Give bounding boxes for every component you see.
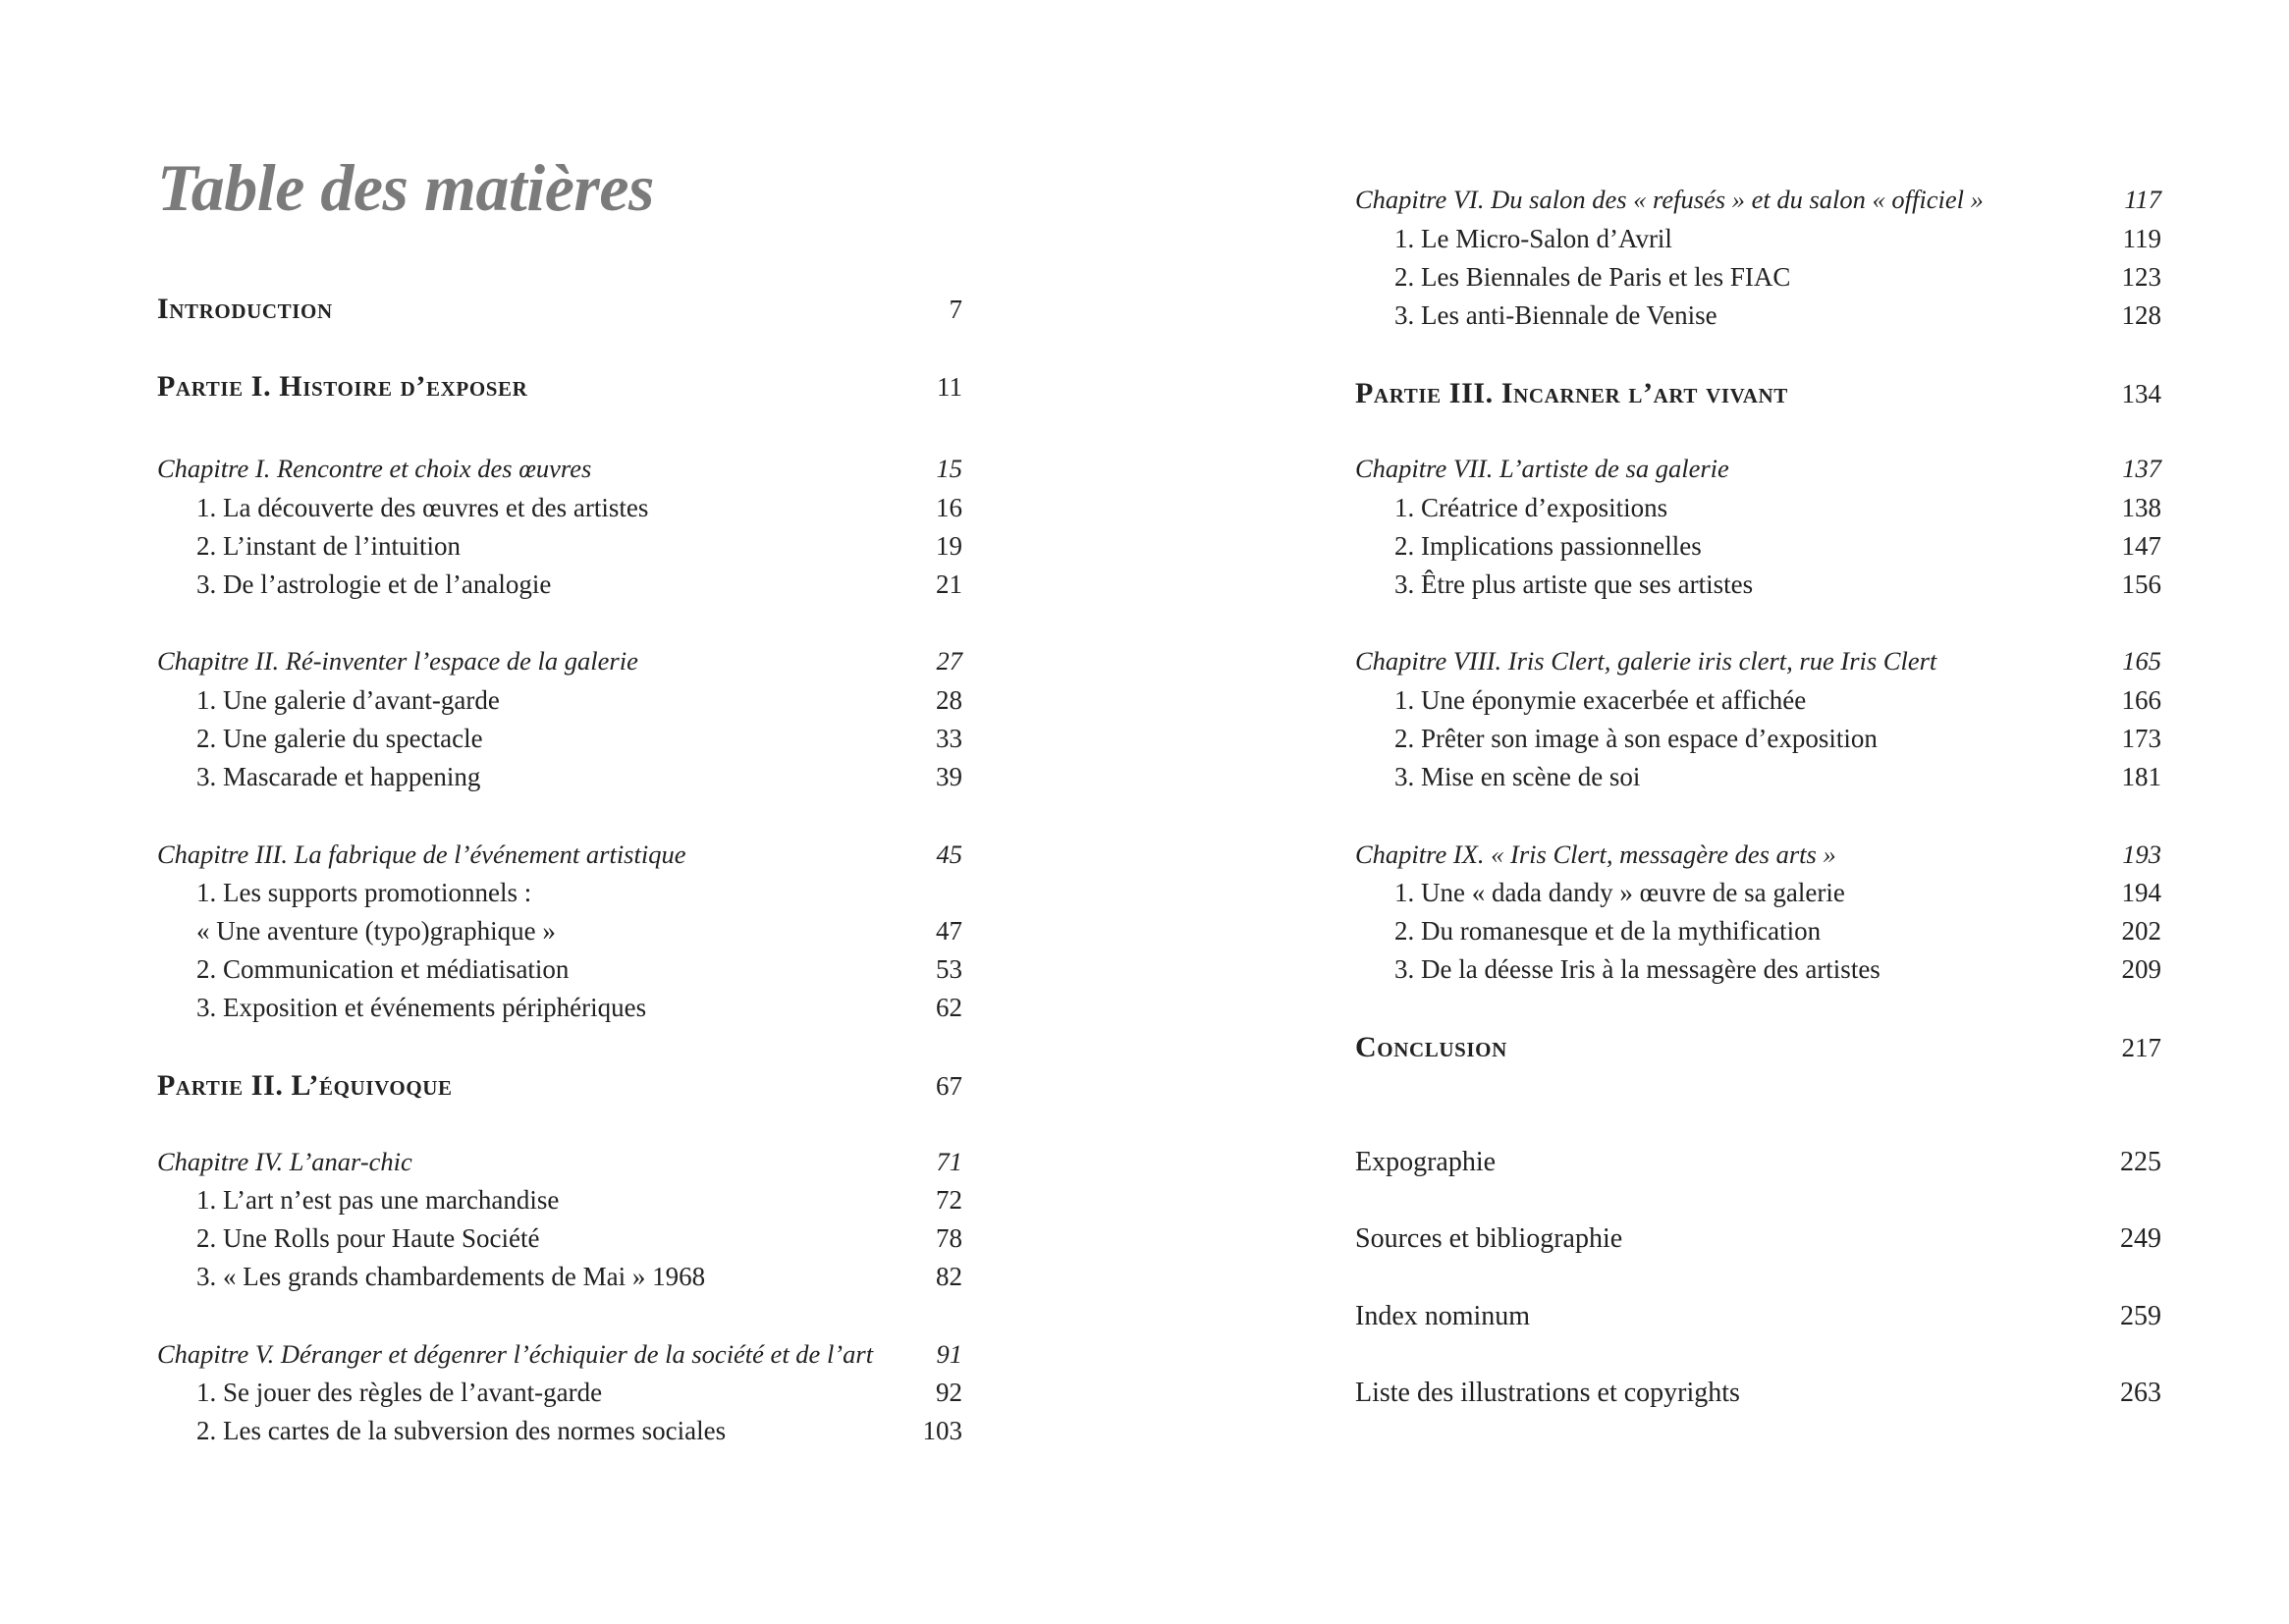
toc-entry-section[interactable] xyxy=(157,1185,962,1216)
toc-entry-section[interactable] xyxy=(1355,531,2161,562)
entry-label: 3. De la déesse Iris à la messagère des artistes xyxy=(1394,954,1880,984)
toc-entry-index-nominum[interactable] xyxy=(1355,1301,2161,1332)
toc-entry-chapter-7[interactable] xyxy=(1355,454,2161,484)
entry-label: Chapitre IV. L’anar-chic xyxy=(157,1147,412,1176)
toc-entry-section[interactable] xyxy=(157,993,962,1023)
toc-entry-section[interactable] xyxy=(157,878,962,908)
entry-label: 3. « Les grands chambardements de Mai » 1968 xyxy=(196,1262,706,1291)
toc-entry-section[interactable] xyxy=(1355,878,2161,908)
entry-page-number: 156 xyxy=(2121,569,2161,599)
entry-label: 2. Une galerie du spectacle xyxy=(196,724,483,753)
entry-page-number: 225 xyxy=(2120,1147,2161,1177)
toc-entry-chapter-9[interactable] xyxy=(1355,839,2161,870)
entry-label: Chapitre VI. Du salon des « refusés » et du salon « officiel » xyxy=(1355,185,1984,214)
entry-label: Chapitre V. Déranger et dégenrer l’échiquier de la société et de l’art xyxy=(157,1339,874,1369)
entry-label: 1. Une éponymie exacerbée et affichée xyxy=(1394,685,1807,715)
entry-page-number: 128 xyxy=(2121,300,2161,330)
entry-page-number: 119 xyxy=(2122,224,2161,253)
toc-entry-section[interactable] xyxy=(1355,300,2161,331)
entry-label: 1. Créatrice d’expositions xyxy=(1394,493,1668,522)
toc-entry-chapter-4[interactable] xyxy=(157,1147,962,1177)
entry-label: Chapitre VIII. Iris Clert, galerie iris clert, rue Iris Clert xyxy=(1355,646,1937,676)
entry-label: 1. L’art n’est pas une marchandise xyxy=(196,1185,560,1215)
entry-page-number: 209 xyxy=(2121,954,2161,984)
toc-entry-section[interactable] xyxy=(1355,916,2161,947)
entry-label: 1. Une galerie d’avant-garde xyxy=(196,685,500,715)
entry-page-number: 123 xyxy=(2121,262,2161,292)
toc-entry-section[interactable] xyxy=(157,724,962,754)
toc-entry-section[interactable] xyxy=(1355,262,2161,293)
entry-label: Introduction xyxy=(157,293,333,325)
entry-page-number: 45 xyxy=(936,839,962,869)
entry-label: 1. Se jouer des règles de l’avant-garde xyxy=(196,1378,603,1407)
entry-page-number: 166 xyxy=(2121,685,2161,715)
entry-page-number: 117 xyxy=(2124,185,2161,214)
toc-entry-sources-bibliographie[interactable] xyxy=(1355,1223,2161,1255)
entry-label: Chapitre II. Ré-inventer l’espace de la galerie xyxy=(157,646,638,676)
toc-entry-part-1[interactable] xyxy=(157,370,962,404)
entry-label: 1. Les supports promotionnels : xyxy=(196,878,532,907)
entry-label: 3. Mascarade et happening xyxy=(196,762,481,791)
entry-page-number: 103 xyxy=(922,1416,962,1445)
toc-entry-section[interactable] xyxy=(157,916,962,947)
toc-entry-section[interactable] xyxy=(157,531,962,562)
entry-page-number: 193 xyxy=(2122,839,2161,869)
entry-page-number: 28 xyxy=(936,685,962,715)
entry-label: Chapitre VII. L’artiste de sa galerie xyxy=(1355,454,1729,483)
entry-label: 3. Les anti-Biennale de Venise xyxy=(1394,300,1717,330)
entry-page-number: 72 xyxy=(936,1185,962,1215)
entry-page-number: 7 xyxy=(949,295,962,324)
entry-page-number: 181 xyxy=(2121,762,2161,791)
entry-page-number: 82 xyxy=(936,1262,962,1291)
entry-page-number: 263 xyxy=(2120,1378,2161,1408)
toc-entry-section[interactable] xyxy=(157,1416,962,1446)
toc-entry-chapter-6[interactable] xyxy=(1355,185,2161,215)
toc-entry-section[interactable] xyxy=(1355,954,2161,985)
entry-page-number: 15 xyxy=(936,454,962,483)
toc-entry-part-3[interactable] xyxy=(1355,377,2161,410)
toc-entry-section[interactable] xyxy=(1355,569,2161,600)
entry-label: Liste des illustrations et copyrights xyxy=(1355,1378,1740,1408)
toc-entry-section[interactable] xyxy=(157,1223,962,1254)
toc-entry-section[interactable] xyxy=(157,685,962,716)
toc-entry-conclusion[interactable] xyxy=(1355,1031,2161,1064)
entry-label: 1. La découverte des œuvres et des artistes xyxy=(196,493,649,522)
entry-page-number: 62 xyxy=(936,993,962,1022)
toc-entry-chapter-1[interactable] xyxy=(157,454,962,484)
entry-label: Conclusion xyxy=(1355,1031,1507,1063)
entry-label: Index nominum xyxy=(1355,1301,1531,1331)
entry-page-number: 71 xyxy=(936,1147,962,1176)
entry-page-number: 67 xyxy=(936,1071,962,1101)
entry-page-number: 147 xyxy=(2121,531,2161,561)
entry-label: 2. Prêter son image à son espace d’exposition xyxy=(1394,724,1878,753)
entry-page-number: 202 xyxy=(2121,916,2161,946)
toc-entry-part-2[interactable] xyxy=(157,1069,962,1103)
entry-page-number: 19 xyxy=(936,531,962,561)
entry-page-number: 21 xyxy=(936,569,962,599)
toc-entry-section[interactable] xyxy=(1355,493,2161,523)
page-title: Table des matières xyxy=(157,150,654,225)
toc-entry-introduction[interactable] xyxy=(157,293,962,326)
entry-label: 1. Le Micro-Salon d’Avril xyxy=(1394,224,1672,253)
entry-label: Chapitre III. La fabrique de l’événement artistique xyxy=(157,839,686,869)
toc-entry-section[interactable] xyxy=(157,954,962,985)
toc-entry-section[interactable] xyxy=(1355,762,2161,792)
toc-entry-illustrations-copyrights[interactable] xyxy=(1355,1378,2161,1409)
toc-entry-section[interactable] xyxy=(1355,724,2161,754)
entry-page-number: 11 xyxy=(937,372,962,402)
entry-page-number: 194 xyxy=(2121,878,2161,907)
entry-page-number: 138 xyxy=(2121,493,2161,522)
entry-page-number: 16 xyxy=(936,493,962,522)
entry-label: 3. Être plus artiste que ses artistes xyxy=(1394,569,1754,599)
entry-label: 2. Communication et médiatisation xyxy=(196,954,570,984)
entry-label: 2. L’instant de l’intuition xyxy=(196,531,461,561)
entry-label: Expographie xyxy=(1355,1147,1497,1177)
entry-label: 3. Mise en scène de soi xyxy=(1394,762,1641,791)
entry-label: 3. De l’astrologie et de l’analogie xyxy=(196,569,552,599)
entry-label: Chapitre I. Rencontre et choix des œuvres xyxy=(157,454,592,483)
entry-page-number: 165 xyxy=(2122,646,2161,676)
entry-page-number: 259 xyxy=(2120,1301,2161,1331)
entry-label: Partie III. Incarner l’art vivant xyxy=(1355,377,1788,409)
entry-label: 2. Les cartes de la subversion des normes sociales xyxy=(196,1416,727,1445)
toc-entry-chapter-3[interactable] xyxy=(157,839,962,870)
entry-page-number: 134 xyxy=(2121,379,2161,408)
entry-page-number: 137 xyxy=(2122,454,2161,483)
toc-entry-chapter-2[interactable] xyxy=(157,646,962,677)
entry-label: 3. Exposition et événements périphériques xyxy=(196,993,647,1022)
toc-entry-chapter-8[interactable] xyxy=(1355,646,2161,677)
entry-label: 2. Du romanesque et de la mythification xyxy=(1394,916,1822,946)
toc-entry-section[interactable] xyxy=(1355,224,2161,254)
entry-label: Partie I. Histoire d’exposer xyxy=(157,370,528,403)
toc-entry-section[interactable] xyxy=(157,1378,962,1408)
toc-entry-section[interactable] xyxy=(1355,685,2161,716)
entry-page-number: 217 xyxy=(2121,1033,2161,1062)
entry-page-number: 53 xyxy=(936,954,962,984)
entry-page-number: 39 xyxy=(936,762,962,791)
entry-page-number: 249 xyxy=(2120,1223,2161,1254)
toc-entry-chapter-5[interactable] xyxy=(157,1339,962,1370)
toc-entry-section[interactable] xyxy=(157,1262,962,1292)
toc-entry-expographie[interactable] xyxy=(1355,1147,2161,1178)
toc-entry-section[interactable] xyxy=(157,762,962,792)
toc-entry-section[interactable] xyxy=(157,569,962,600)
entry-label: 2. Implications passionnelles xyxy=(1394,531,1702,561)
entry-page-number: 27 xyxy=(936,646,962,676)
entry-page-number: 173 xyxy=(2121,724,2161,753)
entry-page-number: 33 xyxy=(936,724,962,753)
entry-label: 2. Une Rolls pour Haute Société xyxy=(196,1223,540,1253)
entry-page-number: 47 xyxy=(936,916,962,946)
entry-label: Partie II. L’équivoque xyxy=(157,1069,453,1102)
entry-label: Sources et bibliographie xyxy=(1355,1223,1623,1254)
entry-label: « Une aventure (typo)graphique » xyxy=(196,916,556,946)
entry-label: Chapitre IX. « Iris Clert, messagère des arts » xyxy=(1355,839,1836,869)
entry-label: 2. Les Biennales de Paris et les FIAC xyxy=(1394,262,1791,292)
entry-page-number: 92 xyxy=(936,1378,962,1407)
entry-page-number: 78 xyxy=(936,1223,962,1253)
entry-label: 1. Une « dada dandy » œuvre de sa galerie xyxy=(1394,878,1845,907)
toc-entry-section[interactable] xyxy=(157,493,962,523)
entry-page-number: 91 xyxy=(936,1339,962,1369)
